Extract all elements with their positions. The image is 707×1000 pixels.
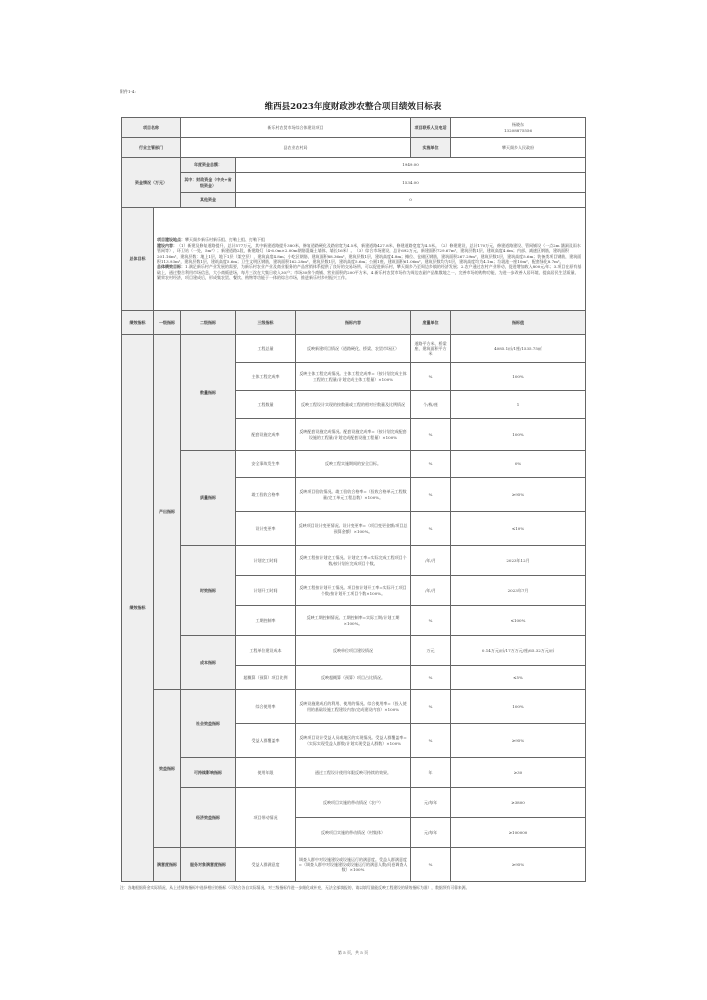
contact-name: 杨晓东: [512, 122, 525, 128]
indicator-unit: %: [411, 724, 451, 758]
dept-value: 县农业农村局: [181, 138, 411, 158]
funds-fiscal-label: 其中：财政资金（中央+省级资金）: [181, 173, 236, 193]
indicator-name: 设计变更率: [236, 512, 296, 546]
indicator-content: 反映工程按计划开工情况。项目按计划开工率=实际开工项目个数/按计划开工项目个数×100%。: [296, 576, 411, 606]
indicator-unit: 元/每年: [411, 788, 451, 818]
indicator-content: 反映项目实施的带动情况（农户）: [296, 788, 411, 818]
indicator-value: 2023年7月: [451, 576, 586, 606]
indicator-name: 工期控制率: [236, 606, 296, 636]
indicator-content: 反映项目设计受益人员或地区的实现情况。受益人群覆盖率=（实际实现受益人群数/计划实现受益人群数）×100%: [296, 724, 411, 758]
level2-social: 社会效益指标: [181, 690, 236, 758]
level2-sustain: 可持续影响指标: [181, 758, 236, 788]
indicator-value: 2023年12月: [451, 546, 586, 576]
table-row: [122, 788, 586, 818]
indicator-name: 工程单位建设成本: [236, 636, 296, 666]
indicator-value: ≤5%: [451, 666, 586, 690]
indicator-content: 反映项目设计变更情况。设计变更率=（项目变更金额/项目总预算金额）×100%。: [296, 512, 411, 546]
funds-label: 资金情况（万元）: [122, 158, 181, 208]
overall-summary: [154, 208, 586, 311]
indicator-unit: %: [411, 419, 451, 451]
funds-fiscal-value: 1534.00: [236, 173, 586, 193]
indicator-name: 项目带动情况: [236, 788, 296, 848]
level1-satisfaction: 满意度指标: [154, 848, 181, 882]
indicator-content: 反映超概算（预算）项目占比情况。: [296, 666, 411, 690]
level1-benefit: 效益指标: [154, 690, 181, 848]
indicator-value: 4085.1㎡/1座/1535.75㎡: [451, 335, 586, 363]
table-row: [122, 690, 586, 724]
indicator-content: 反映主体工程完成情况。主体工程完成率=（按计划完成主体工程的工程量/计划完成主体工程量）×100%: [296, 363, 411, 391]
header-col0: 绩效指标: [122, 311, 154, 335]
performance-table: [121, 117, 586, 882]
indicator-name: 主体工程完成率: [236, 363, 296, 391]
header-col5: 度量单位: [411, 311, 451, 335]
table-row: [122, 335, 586, 363]
impl-label: 实施单位: [411, 138, 451, 158]
table-row: [122, 758, 586, 788]
indicator-content: 反映新建项目情况（道路硬化、桥梁、农贸市场区）: [296, 335, 411, 363]
indicator-value: 0%: [451, 451, 586, 478]
table-row: [122, 636, 586, 666]
indicator-content: 反映工程按计划完工情况。计划完工率=实际完成工程项目个数/按计划应完成项目个数。: [296, 546, 411, 576]
funds-other-row: [122, 193, 586, 208]
site-text: 攀天阁乡新乐村新乐组、打勒上组、打勒下组: [185, 237, 265, 243]
overall-row: [122, 208, 586, 311]
indicator-value: ≥95%: [451, 478, 586, 512]
indicator-value: ≥95%: [451, 848, 586, 882]
indicator-name: 工程数量: [236, 391, 296, 419]
header-col6: 指标值: [451, 311, 586, 335]
indicator-value: 100%: [451, 419, 586, 451]
indicator-value: 0.14万元/㎡/17万万元/座/65.32万元/㎡: [451, 636, 586, 666]
indicator-content: 反映工程设计实现的按数量或工程的相对应数量及比例情况: [296, 391, 411, 419]
content-text: （1）新建及修复道路提升，总计577万元，其中新建道路提升380米，修复道路硬化及路肩宽为4.5米，新建道路427.8米，修建道路宽度为4.5米。（2）修建建设，总计170万元，修建道路建设、管网铺设（一点2m 涵洞及雨水管网等），环卫站（一处，5m²）；新建道路2段，新建路灯（4-6.0m×2.00m钢筋混凝土墙体、墙长16米）。（3）综合市场建设，总计692万元，新建面积729.67m²，建筑层数1层，建筑高度4.6m；内部、减速区钢筋，建筑面积201.16m²，建筑层数：地上1层，地下1层（架空层），建筑高度4.8m；小吃区钢筋，建筑面积88.36m²，建筑层数1层，建筑高度4.8m；摊位、仓储区钢筋，建筑面积267.29m²，建筑层数1层，建筑高度5.6m；装备类项目钢筋，建筑面积113.93m²，建筑层数1层，建筑高度5.6m；卫生文明区钢筋，建筑面积162.28m²，建筑层数1层，建筑高度5.6m；公厕1座，建筑面积61.06m²，建筑层数均为1层，建筑高度均为4.1m；垃圾池一座10m²，配套绿化8.7m²。: [157, 242, 582, 264]
funds-total-value: 1949.00: [236, 158, 586, 173]
indicator-unit: %: [411, 451, 451, 478]
indicator-unit: /年/月: [411, 576, 451, 606]
indicator-value: 100%: [451, 363, 586, 391]
funds-other-label: 其他资金: [181, 193, 236, 208]
table-row: [122, 451, 586, 478]
header-col1: 一级指标: [154, 311, 181, 335]
indicator-unit: %: [411, 478, 451, 512]
attachment-label: 附件1-4:: [120, 89, 136, 94]
indicator-unit: %: [411, 690, 451, 724]
indicator-value: ≥100000: [451, 818, 586, 848]
page-title: 维西县2023年度财政涉农整合项目绩效目标表: [264, 102, 442, 112]
indicator-unit: 个/栋/座: [411, 391, 451, 419]
project-name-label: 项目名称: [122, 118, 181, 138]
indicator-value: ≤100%: [451, 606, 586, 636]
indicator-unit: 万元: [411, 636, 451, 666]
table-row: [122, 546, 586, 576]
level2-cost: 成本指标: [181, 636, 236, 690]
level2-economic: 经济效益指标: [181, 788, 236, 848]
indicator-name: 计划开工时间: [236, 576, 296, 606]
project-name-value: 新乐村农贸市场综合体建设项目: [181, 118, 411, 138]
indicator-unit: 年: [411, 758, 451, 788]
indicator-name: 综合使用率: [236, 690, 296, 724]
indicator-unit: %: [411, 848, 451, 882]
indicator-value: ≥30: [451, 758, 586, 788]
indicator-name: 配套设施完成率: [236, 419, 296, 451]
indicator-name: 超概算（预算）项目比例: [236, 666, 296, 690]
contact-label: 项目联系人及电话: [411, 118, 451, 138]
funds-fiscal-row: [122, 173, 586, 193]
level0-cell: 绩效指标: [122, 335, 154, 882]
indicator-unit: %: [411, 606, 451, 636]
indicator-name: 安全事故发生率: [236, 451, 296, 478]
indicator-content: 反映设施建成后的利用、使用的情况。综合使用率=（投入使用的基础设施工程建设内容/完成建设内容）×100%: [296, 690, 411, 724]
indicator-content: 反映项目验收情况。竣工验收合格率=（验收合格单元工程数量/完工单元工程总数）×100%。: [296, 478, 411, 512]
indicator-unit: 元/每年: [411, 818, 451, 848]
page-number: 第 5 页，共 5 页: [337, 950, 369, 955]
indicator-unit: %: [411, 512, 451, 546]
indicator-content: 反映单位项目建设情况: [296, 636, 411, 666]
indicator-name: 竣工验收合格率: [236, 478, 296, 512]
indicator-content: 反映工期控制情况。工期控制率=实际工期/计划工期×100%。: [296, 606, 411, 636]
indicator-unit: /年/月: [411, 546, 451, 576]
indicator-content: 反映配套设施完成情况。配套设施完成率=（按计划完成配套设施的工程量/计划完成配套设施工程量）×100%: [296, 419, 411, 451]
indicator-content: 反映工程实施期间的安全目标。: [296, 451, 411, 478]
indicator-value: 100%: [451, 690, 586, 724]
indicator-value: ≥95%: [451, 724, 586, 758]
table-row: [122, 848, 586, 882]
indicator-name: 计划完工时间: [236, 546, 296, 576]
perf-goal-text: 1.满足新乐村产业发展的需要，为新乐村农业产业及商业服务的产品营销体系提供了良好的交易场所，可以促进新乐村，攀天阁乡乃至周边乡镇的经济发展；2.农户通过农村产业带动，促进增加收入800元/年；3.项目在原有基础上，通过整合利用市场信息，大小商贩进场，每月三次在大集日收入30户；市场30余个商铺、营业面积约200平方米，4.新乐村农贸市场作为周边农副产品集散地之一，完善市场的购物功能，为进一步改善人居环境、提高居民生活质量、繁荣农村经济，项目建成后，形成集农贸、餐饮、购物等功能于一体的综合市场，推进新乐村乡村振兴工作。: [157, 264, 582, 281]
level2-quality: 质量指标: [181, 451, 236, 546]
indicator-value: ≥3800: [451, 788, 586, 818]
project-name-row: [122, 118, 586, 138]
funds-other-value: 0: [236, 193, 586, 208]
indicator-name: 工程总量: [236, 335, 296, 363]
footnote: 注：各地根据资金实际情况，从上述绩效指标中选择相应的指标（可结合各自实际情况，对三级指标作进一步细化或补充，无法全部填报的，请以填写最能反映工程建设的绩效指标为准），数据须有可靠来源。: [120, 885, 470, 890]
site-label: 项目建设地点：: [157, 237, 185, 243]
header-col3: 三级指标: [236, 311, 296, 335]
contact-value: [451, 118, 586, 138]
perf-goal-label: 总体绩效目标：: [157, 264, 185, 270]
header-col4: 指标内容: [296, 311, 411, 335]
indicator-content: 反映项目实施的带动情况（村集体）: [296, 818, 411, 848]
level2-quantity: 数量指标: [181, 335, 236, 451]
dept-label: 行业主管部门: [122, 138, 181, 158]
level2-satisfy: 服务对象满意度指标: [181, 848, 236, 882]
indicator-value: 1: [451, 391, 586, 419]
funds-total-row: [122, 158, 586, 173]
indicator-value: ≤10%: [451, 512, 586, 546]
level1-output: 产出指标: [154, 335, 181, 690]
level2-time: 时效指标: [181, 546, 236, 636]
indicator-unit: 道路平方米、桥梁座、建筑面积平方米: [411, 335, 451, 363]
content-label: 建设内容：: [157, 242, 177, 248]
header-row: [122, 311, 586, 335]
contact-phone: 13208875556: [504, 127, 533, 133]
indicator-name: 受益人群满意度: [236, 848, 296, 882]
indicator-content: 调查人群中对设施建设或设施运行的满意度。受益人群满意度=（调查人群中对设施建设或设施运行的满意人数/问卷调查人数）×100%: [296, 848, 411, 882]
funds-total-label: 年度资金总额：: [181, 158, 236, 173]
indicator-content: 通过工程设计使用年限反映可持续的效果。: [296, 758, 411, 788]
overall-label: 总体目标: [122, 208, 154, 311]
indicator-unit: %: [411, 363, 451, 391]
indicator-name: 受益人群覆盖率: [236, 724, 296, 758]
impl-value: 攀天阁乡人民政府: [451, 138, 586, 158]
indicator-unit: %: [411, 666, 451, 690]
header-col2: 二级指标: [181, 311, 236, 335]
dept-row: [122, 138, 586, 158]
indicator-name: 使用年限: [236, 758, 296, 788]
